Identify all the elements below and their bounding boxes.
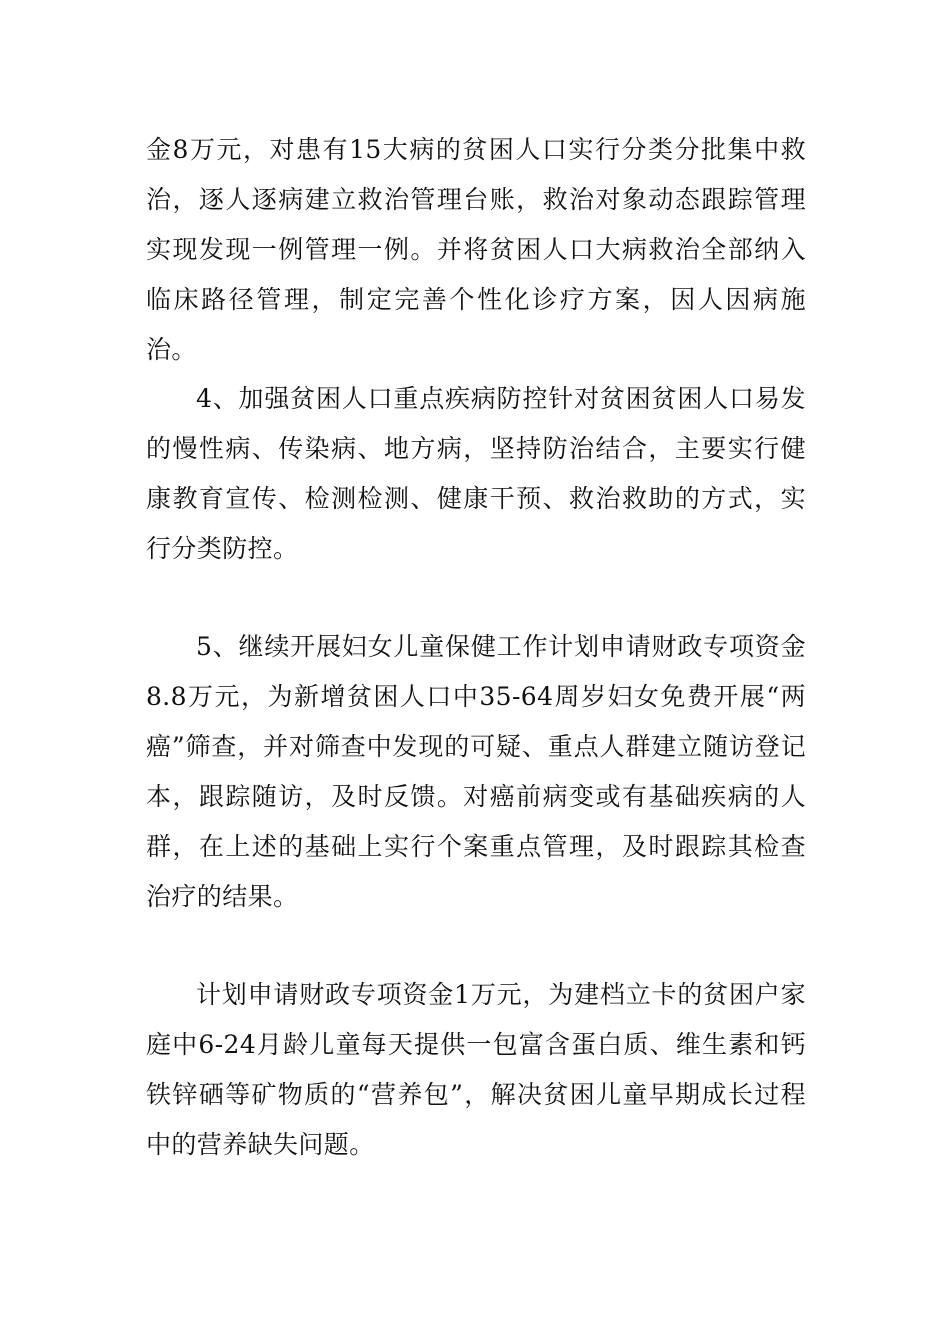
paragraph-nutrition-pack: 计划申请财政专项资金1万元，为建档立卡的贫困户家庭中6-24月龄儿童每天提供一包富含蛋白质、维生素和钙铁锌硒等矿物质的“营养包”，解决贫困儿童早期成长过程中的营养缺失问题。	[146, 980, 806, 1159]
paragraph-continuation: 金8万元，对患有15大病的贫困人口实行分类分批集中救治，逐人逐病建立救治管理台账，救治对象动态跟踪管理实现发现一例管理一例。并将贫困人口大病救治全部纳入临床路径管理，制定完善个性化诊疗方案，因人因病施治。	[146, 135, 806, 364]
paragraph-disease-control: 4、加强贫困人口重点疾病防控针对贫困贫困人口易发的慢性病、传染病、地方病，坚持防治结合，主要实行健康教育宣传、检测检测、健康干预、救治救助的方式，实行分类防控。	[146, 384, 806, 563]
paragraph-women-children-health: 5、继续开展妇女儿童保健工作计划申请财政专项资金8.8万元，为新增贫困人口中35-64周岁妇女免费开展“两癌”筛查，并对筛查中发现的可疑、重点人群建立随访登记本，跟踪随访，及时反馈。对癌前病变或有基础疾病的人群，在上述的基础上实行个案重点管理，及时跟踪其检查治疗的结果。	[146, 632, 806, 911]
